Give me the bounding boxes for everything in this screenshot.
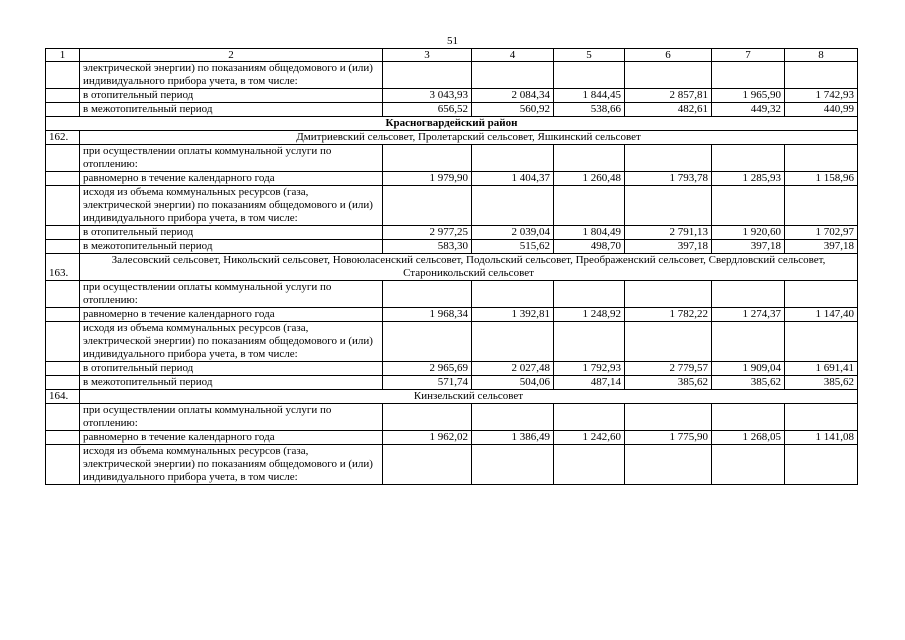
locality-name: Кинзельский сельсовет [80,390,858,404]
row-index [46,89,80,103]
row-label: электрической энергии) по показаниям общедомового и (или) индивидуального прибора учета, в том числе: [80,62,383,89]
value-cell: 2 965,69 [383,362,472,376]
row-label: исходя из объема коммунальных ресурсов (газа, электрической энергии) по показаниям общедомового и (или) индивидуального прибора учета, в том числе: [80,322,383,362]
row-label: в межотопительный период [80,376,383,390]
value-cell [554,404,625,431]
row-index [46,308,80,322]
value-cell [472,62,554,89]
row-index [46,322,80,362]
value-cell: 385,62 [785,376,858,390]
row-label: в межотопительный период [80,240,383,254]
value-cell: 1 844,45 [554,89,625,103]
row-index [46,362,80,376]
column-number-row [46,49,858,62]
value-cell: 1 962,02 [383,431,472,445]
subheading-row [46,445,858,485]
value-cell [554,186,625,226]
row-label: исходя из объема коммунальных ресурсов (газа, электрической энергии) по показаниям общедомового и (или) индивидуального прибора учета, в том числе: [80,445,383,485]
row-index: 164. [46,390,80,404]
value-cell: 2 084,34 [472,89,554,103]
value-cell [712,186,785,226]
locality-row [46,254,858,281]
value-cell: 1 702,97 [785,226,858,240]
value-cell [383,186,472,226]
value-cell [554,145,625,172]
tariff-table [45,48,858,485]
value-cell [625,404,712,431]
value-cell [472,186,554,226]
subheading-row [46,281,858,308]
locality-row [46,390,858,404]
value-cell: 583,30 [383,240,472,254]
row-index [46,240,80,254]
column-header: 7 [712,49,785,62]
value-cell: 440,99 [785,103,858,117]
value-cell [383,62,472,89]
value-cell: 1 804,49 [554,226,625,240]
value-cell [554,62,625,89]
value-cell: 1 920,60 [712,226,785,240]
value-cell: 3 043,93 [383,89,472,103]
value-cell: 1 386,49 [472,431,554,445]
value-cell: 449,32 [712,103,785,117]
value-cell [625,62,712,89]
value-cell: 1 404,37 [472,172,554,186]
column-header: 6 [625,49,712,62]
row-index [46,376,80,390]
row-index [46,103,80,117]
value-cell: 1 260,48 [554,172,625,186]
value-cell [712,322,785,362]
value-cell [383,404,472,431]
row-label: в отопительный период [80,89,383,103]
table-row [46,308,858,322]
row-label: при осуществлении оплаты коммунальной услуги по отоплению: [80,404,383,431]
value-cell [712,145,785,172]
value-cell: 1 691,41 [785,362,858,376]
row-index [46,404,80,431]
locality-row [46,131,858,145]
value-cell: 2 857,81 [625,89,712,103]
value-cell [785,186,858,226]
row-index [46,226,80,240]
value-cell [785,322,858,362]
value-cell [625,145,712,172]
value-cell [554,445,625,485]
value-cell: 1 742,93 [785,89,858,103]
value-cell: 2 977,25 [383,226,472,240]
value-cell: 498,70 [554,240,625,254]
value-cell: 515,62 [472,240,554,254]
value-cell: 1 968,34 [383,308,472,322]
row-index [46,281,80,308]
row-label: в отопительный период [80,226,383,240]
value-cell: 1 248,92 [554,308,625,322]
value-cell: 2 779,57 [625,362,712,376]
value-cell: 1 792,93 [554,362,625,376]
value-cell [625,281,712,308]
row-index: 163. [46,254,80,281]
value-cell: 1 965,90 [712,89,785,103]
value-cell: 504,06 [472,376,554,390]
locality-name: Дмитриевский сельсовет, Пролетарский сельсовет, Яшкинский сельсовет [80,131,858,145]
row-label: при осуществлении оплаты коммунальной услуги по отоплению: [80,281,383,308]
value-cell: 482,61 [625,103,712,117]
value-cell [554,322,625,362]
value-cell: 1 274,37 [712,308,785,322]
table-row [46,240,858,254]
value-cell: 397,18 [785,240,858,254]
value-cell [712,62,785,89]
row-label: в отопительный период [80,362,383,376]
table-body [46,49,858,485]
value-cell: 1 141,08 [785,431,858,445]
column-header: 4 [472,49,554,62]
row-index [46,431,80,445]
value-cell: 1 979,90 [383,172,472,186]
value-cell: 2 027,48 [472,362,554,376]
row-index [46,145,80,172]
value-cell [785,281,858,308]
subheading-row [46,322,858,362]
value-cell [625,186,712,226]
value-cell [712,404,785,431]
value-cell [785,62,858,89]
row-label: при осуществлении оплаты коммунальной услуги по отоплению: [80,145,383,172]
value-cell [472,145,554,172]
value-cell: 538,66 [554,103,625,117]
value-cell: 1 782,22 [625,308,712,322]
value-cell: 397,18 [712,240,785,254]
value-cell: 1 392,81 [472,308,554,322]
value-cell [625,445,712,485]
subheading-row [46,145,858,172]
value-cell: 1 285,93 [712,172,785,186]
value-cell [785,404,858,431]
value-cell: 385,62 [625,376,712,390]
value-cell [383,145,472,172]
row-label: исходя из объема коммунальных ресурсов (газа, электрической энергии) по показаниям общедомового и (или) индивидуального прибора учета, в том числе: [80,186,383,226]
value-cell [472,404,554,431]
subheading-row [46,186,858,226]
row-label: равномерно в течение календарного года [80,308,383,322]
value-cell: 1 793,78 [625,172,712,186]
row-label: равномерно в течение календарного года [80,431,383,445]
table-row [46,226,858,240]
value-cell: 656,52 [383,103,472,117]
value-cell [383,322,472,362]
value-cell: 1 158,96 [785,172,858,186]
subheading-row [46,62,858,89]
value-cell: 560,92 [472,103,554,117]
value-cell: 397,18 [625,240,712,254]
table-row [46,362,858,376]
value-cell [785,445,858,485]
value-cell: 2 791,13 [625,226,712,240]
value-cell [554,281,625,308]
column-header: 8 [785,49,858,62]
value-cell: 1 775,90 [625,431,712,445]
table-row [46,103,858,117]
value-cell: 1 242,60 [554,431,625,445]
row-index [46,62,80,89]
value-cell [472,445,554,485]
value-cell: 385,62 [712,376,785,390]
value-cell: 487,14 [554,376,625,390]
table-row [46,431,858,445]
value-cell [785,145,858,172]
value-cell [472,281,554,308]
district-row [46,117,858,131]
row-index [46,172,80,186]
value-cell [712,445,785,485]
page-number: 51 [447,35,458,47]
value-cell [625,322,712,362]
table-row [46,172,858,186]
column-header: 2 [80,49,383,62]
locality-name: Залесовский сельсовет, Никольский сельсовет, Новоюласенский сельсовет, Подольский сельсовет, Преображенский сельсовет, Свердловский сельсовет, Староникольский сельсовет [80,254,858,281]
value-cell: 1 909,04 [712,362,785,376]
table-row [46,376,858,390]
column-header: 5 [554,49,625,62]
row-index: 162. [46,131,80,145]
value-cell: 2 039,04 [472,226,554,240]
row-index [46,445,80,485]
row-label: в межотопительный период [80,103,383,117]
row-index [46,186,80,226]
column-header: 1 [46,49,80,62]
column-header: 3 [383,49,472,62]
district-name: Красногвардейский район [46,117,858,131]
value-cell: 571,74 [383,376,472,390]
value-cell: 1 268,05 [712,431,785,445]
row-label: равномерно в течение календарного года [80,172,383,186]
value-cell [383,445,472,485]
value-cell [383,281,472,308]
value-cell: 1 147,40 [785,308,858,322]
value-cell [472,322,554,362]
subheading-row [46,404,858,431]
value-cell [712,281,785,308]
table-row [46,89,858,103]
